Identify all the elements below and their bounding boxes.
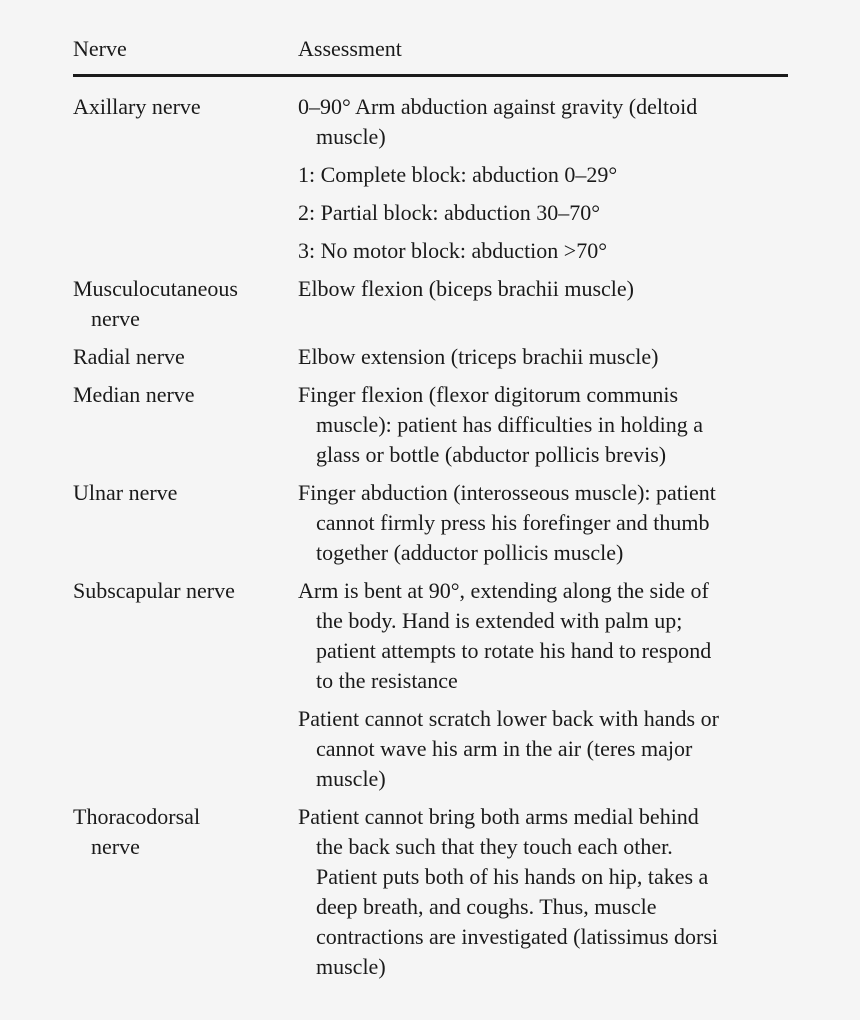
table-header bbox=[0, 0, 860, 74]
assessment-text: together (adductor pollicis muscle) bbox=[316, 540, 624, 565]
assessment-text: 0–90° Arm abduction against gravity (deltoid bbox=[298, 94, 698, 119]
nerve-name: Subscapular nerve bbox=[73, 578, 235, 603]
assessment-text: muscle): patient has difficulties in holding a bbox=[316, 412, 703, 437]
nerve-name: Ulnar nerve bbox=[73, 480, 178, 505]
assessment-text: Finger abduction (interosseous muscle): patient bbox=[298, 480, 716, 505]
assessment-text: 1: Complete block: abduction 0–29° bbox=[298, 162, 618, 187]
assessment-text: Finger flexion (flexor digitorum communis bbox=[298, 382, 679, 407]
header-rule bbox=[73, 74, 788, 77]
nerve-name: nerve bbox=[91, 306, 140, 331]
nerve-name: Axillary nerve bbox=[73, 94, 201, 119]
assessment-text: cannot wave his arm in the air (teres major bbox=[316, 736, 693, 761]
assessment-text: Patient cannot bring both arms medial behind bbox=[298, 804, 699, 829]
assessment-text: contractions are investigated (latissimus dorsi bbox=[316, 924, 719, 949]
nerve-name: Musculocutaneous bbox=[73, 276, 238, 301]
nerve-name: Median nerve bbox=[73, 382, 195, 407]
nerve-name: Radial nerve bbox=[73, 344, 185, 369]
nerve-name: nerve bbox=[91, 834, 140, 859]
nerve-name: Thoracodorsal bbox=[73, 804, 201, 829]
assessment-text: Elbow flexion (biceps brachii muscle) bbox=[298, 276, 635, 301]
assessment-text: muscle) bbox=[316, 766, 386, 791]
assessment-text: Arm is bent at 90°, extending along the side of bbox=[298, 578, 709, 603]
header-nerve: Nerve bbox=[73, 36, 127, 61]
assessment-text: Patient cannot scratch lower back with hands or bbox=[298, 706, 719, 731]
assessment-text: 2: Partial block: abduction 30–70° bbox=[298, 200, 601, 225]
assessment-text: muscle) bbox=[316, 954, 386, 979]
assessment-text: cannot firmly press his forefinger and thumb bbox=[316, 510, 710, 535]
assessment-text: deep breath, and coughs. Thus, muscle bbox=[316, 894, 657, 919]
assessment-text: to the resistance bbox=[316, 668, 458, 693]
assessment-text: patient attempts to rotate his hand to respond bbox=[316, 638, 712, 663]
assessment-text: muscle) bbox=[316, 124, 386, 149]
header-assessment: Assessment bbox=[298, 36, 402, 61]
assessment-text: Elbow extension (triceps brachii muscle) bbox=[298, 344, 659, 369]
assessment-text: Patient puts both of his hands on hip, takes a bbox=[316, 864, 709, 889]
assessment-text: 3: No motor block: abduction >70° bbox=[298, 238, 607, 263]
assessment-text: glass or bottle (abductor pollicis brevis) bbox=[316, 442, 667, 467]
assessment-text: the body. Hand is extended with palm up; bbox=[316, 608, 683, 633]
assessment-text: the back such that they touch each other. bbox=[316, 834, 673, 859]
